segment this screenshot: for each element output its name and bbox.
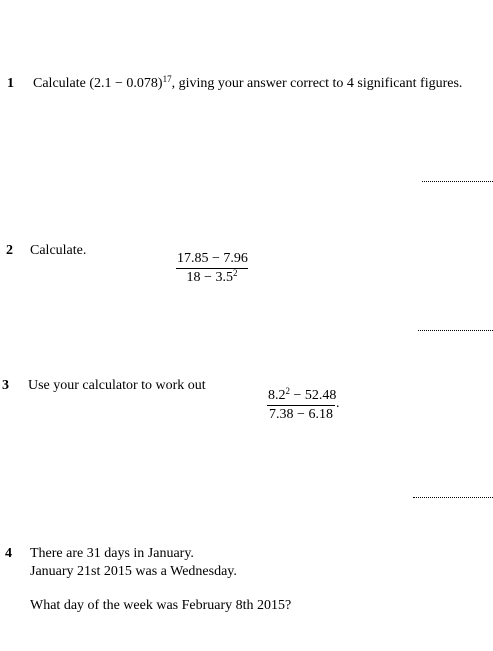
- question-3-text: Use your calculator to work out: [28, 378, 206, 393]
- question-3-numerator: [267, 388, 335, 406]
- question-4-line-1: There are 31 days in January.: [30, 546, 194, 561]
- question-3-numerator-base: 8.2: [268, 388, 286, 403]
- question-1-exponent: 17: [162, 74, 172, 84]
- question-2-numerator: 17.85 − 7.96: [176, 251, 248, 269]
- question-2-denominator: [176, 269, 248, 286]
- question-1-number: 1: [7, 76, 14, 91]
- answer-line-2[interactable]: [418, 330, 493, 331]
- question-2-text: Calculate.: [30, 243, 87, 258]
- question-3-number: 3: [2, 378, 9, 393]
- question-2-denominator-base: 18 − 3.5: [186, 270, 233, 285]
- question-4-number: 4: [5, 546, 12, 561]
- question-4-line-2: January 21st 2015 was a Wednesday.: [30, 564, 237, 579]
- question-3-trailing: .: [336, 396, 340, 411]
- question-3-denominator: 7.38 − 6.18: [269, 407, 333, 422]
- question-3-fraction: [267, 388, 335, 423]
- question-2-denominator-exponent: 2: [232, 268, 238, 278]
- question-1-text-before: Calculate (2.1 − 0.078): [33, 76, 163, 91]
- question-4-line-3: What day of the week was February 8th 2015?: [30, 598, 292, 613]
- answer-line-3[interactable]: [413, 497, 493, 498]
- question-3-numerator-rest: − 52.48: [290, 388, 337, 403]
- question-1-text-after: , giving your answer correct to 4 significant figures.: [171, 76, 463, 91]
- question-2-fraction: [176, 251, 248, 286]
- question-1-text: [33, 76, 462, 92]
- question-3-numerator-exponent: 2: [285, 386, 290, 396]
- question-2-number: 2: [6, 243, 13, 258]
- answer-line-1[interactable]: [422, 181, 493, 182]
